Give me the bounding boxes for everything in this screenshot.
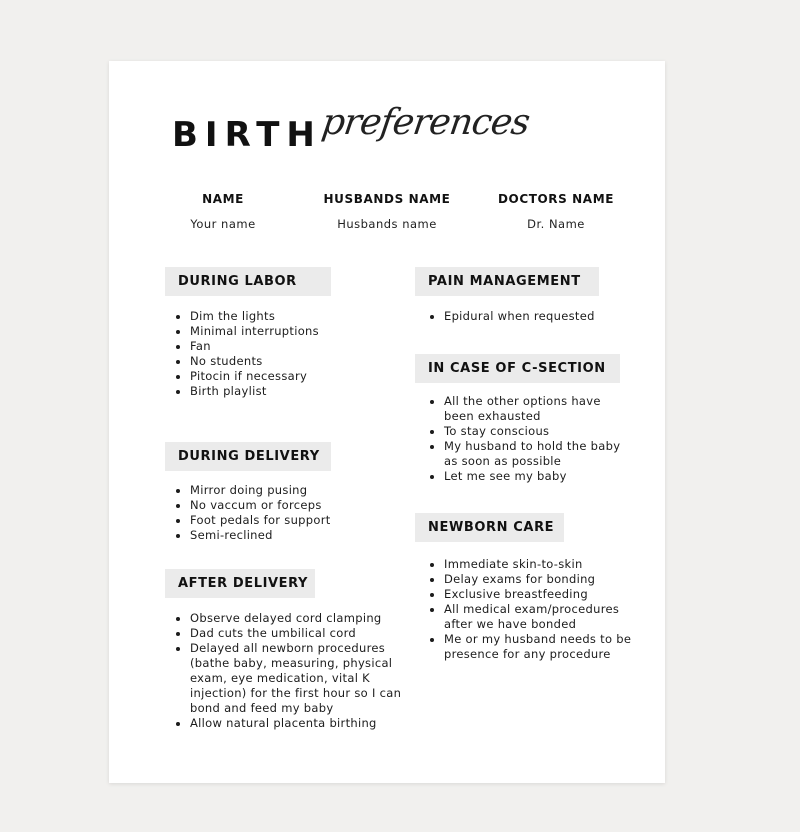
list-item: • No students: [190, 354, 390, 369]
list-item: • Minimal interruptions: [190, 324, 390, 339]
doctor-name-column: [471, 192, 641, 231]
husband-name-label: HUSBANDS NAME: [323, 192, 451, 206]
list-item: • Let me see my baby: [444, 469, 622, 484]
document-page: [109, 61, 665, 783]
list-item: • My husband to hold the baby as soon as possible: [444, 439, 622, 469]
list-item: • Mirror doing pusing: [190, 483, 390, 498]
list-item: • Epidural when requested: [444, 309, 644, 324]
list-item: • Birth playlist: [190, 384, 390, 399]
during-delivery-list: [168, 483, 390, 543]
list-item: • No vaccum or forceps: [190, 498, 390, 513]
list-item: • All medical exam/procedures after we have bonded: [444, 602, 650, 632]
list-item: • Pitocin if necessary: [190, 369, 390, 384]
name-label: NAME: [202, 192, 244, 206]
newborn-care-heading: NEWBORN CARE: [415, 513, 564, 542]
c-section-list: [422, 394, 622, 484]
list-item: • Exclusive breastfeeding: [444, 587, 650, 602]
pain-management-list: [422, 309, 644, 324]
list-item: • Allow natural placenta birthing: [190, 716, 416, 731]
list-item: • Fan: [190, 339, 390, 354]
list-item: • All the other options have been exhausted: [444, 394, 622, 424]
after-delivery-list: [168, 611, 416, 731]
title-birth: BIRTH: [172, 115, 322, 155]
c-section-heading: IN CASE OF C-SECTION: [415, 354, 620, 383]
list-item: • Dim the lights: [190, 309, 390, 324]
during-delivery-heading: DURING DELIVERY: [165, 442, 331, 471]
list-item: • Me or my husband needs to be presence for any procedure: [444, 632, 650, 662]
list-item: • Observe delayed cord clamping: [190, 611, 416, 626]
after-delivery-heading: AFTER DELIVERY: [165, 569, 315, 598]
doctor-name-label: DOCTORS NAME: [497, 192, 615, 206]
doctor-name-value: Dr. Name: [527, 217, 585, 231]
during-labor-list: [168, 309, 390, 399]
husband-name-value: Husbands name: [337, 217, 437, 231]
during-labor-heading: DURING LABOR: [165, 267, 331, 296]
list-item: • Dad cuts the umbilical cord: [190, 626, 416, 641]
pain-management-heading: PAIN MANAGEMENT: [415, 267, 599, 296]
list-item: • Foot pedals for support: [190, 513, 390, 528]
name-value: Your name: [190, 217, 256, 231]
list-item: • To stay conscious: [444, 424, 622, 439]
newborn-care-list: [422, 557, 650, 662]
name-column: [138, 192, 308, 231]
list-item: • Delayed all newborn procedures (bathe baby, measuring, physical exam, eye medication, vital K injection) for the first hour so I can bond and feed my baby: [190, 641, 416, 716]
list-item: • Immediate skin-to-skin: [444, 557, 650, 572]
title-preferences: preferences: [319, 102, 532, 143]
list-item: • Semi-reclined: [190, 528, 390, 543]
list-item: • Delay exams for bonding: [444, 572, 650, 587]
husband-name-column: [302, 192, 472, 231]
